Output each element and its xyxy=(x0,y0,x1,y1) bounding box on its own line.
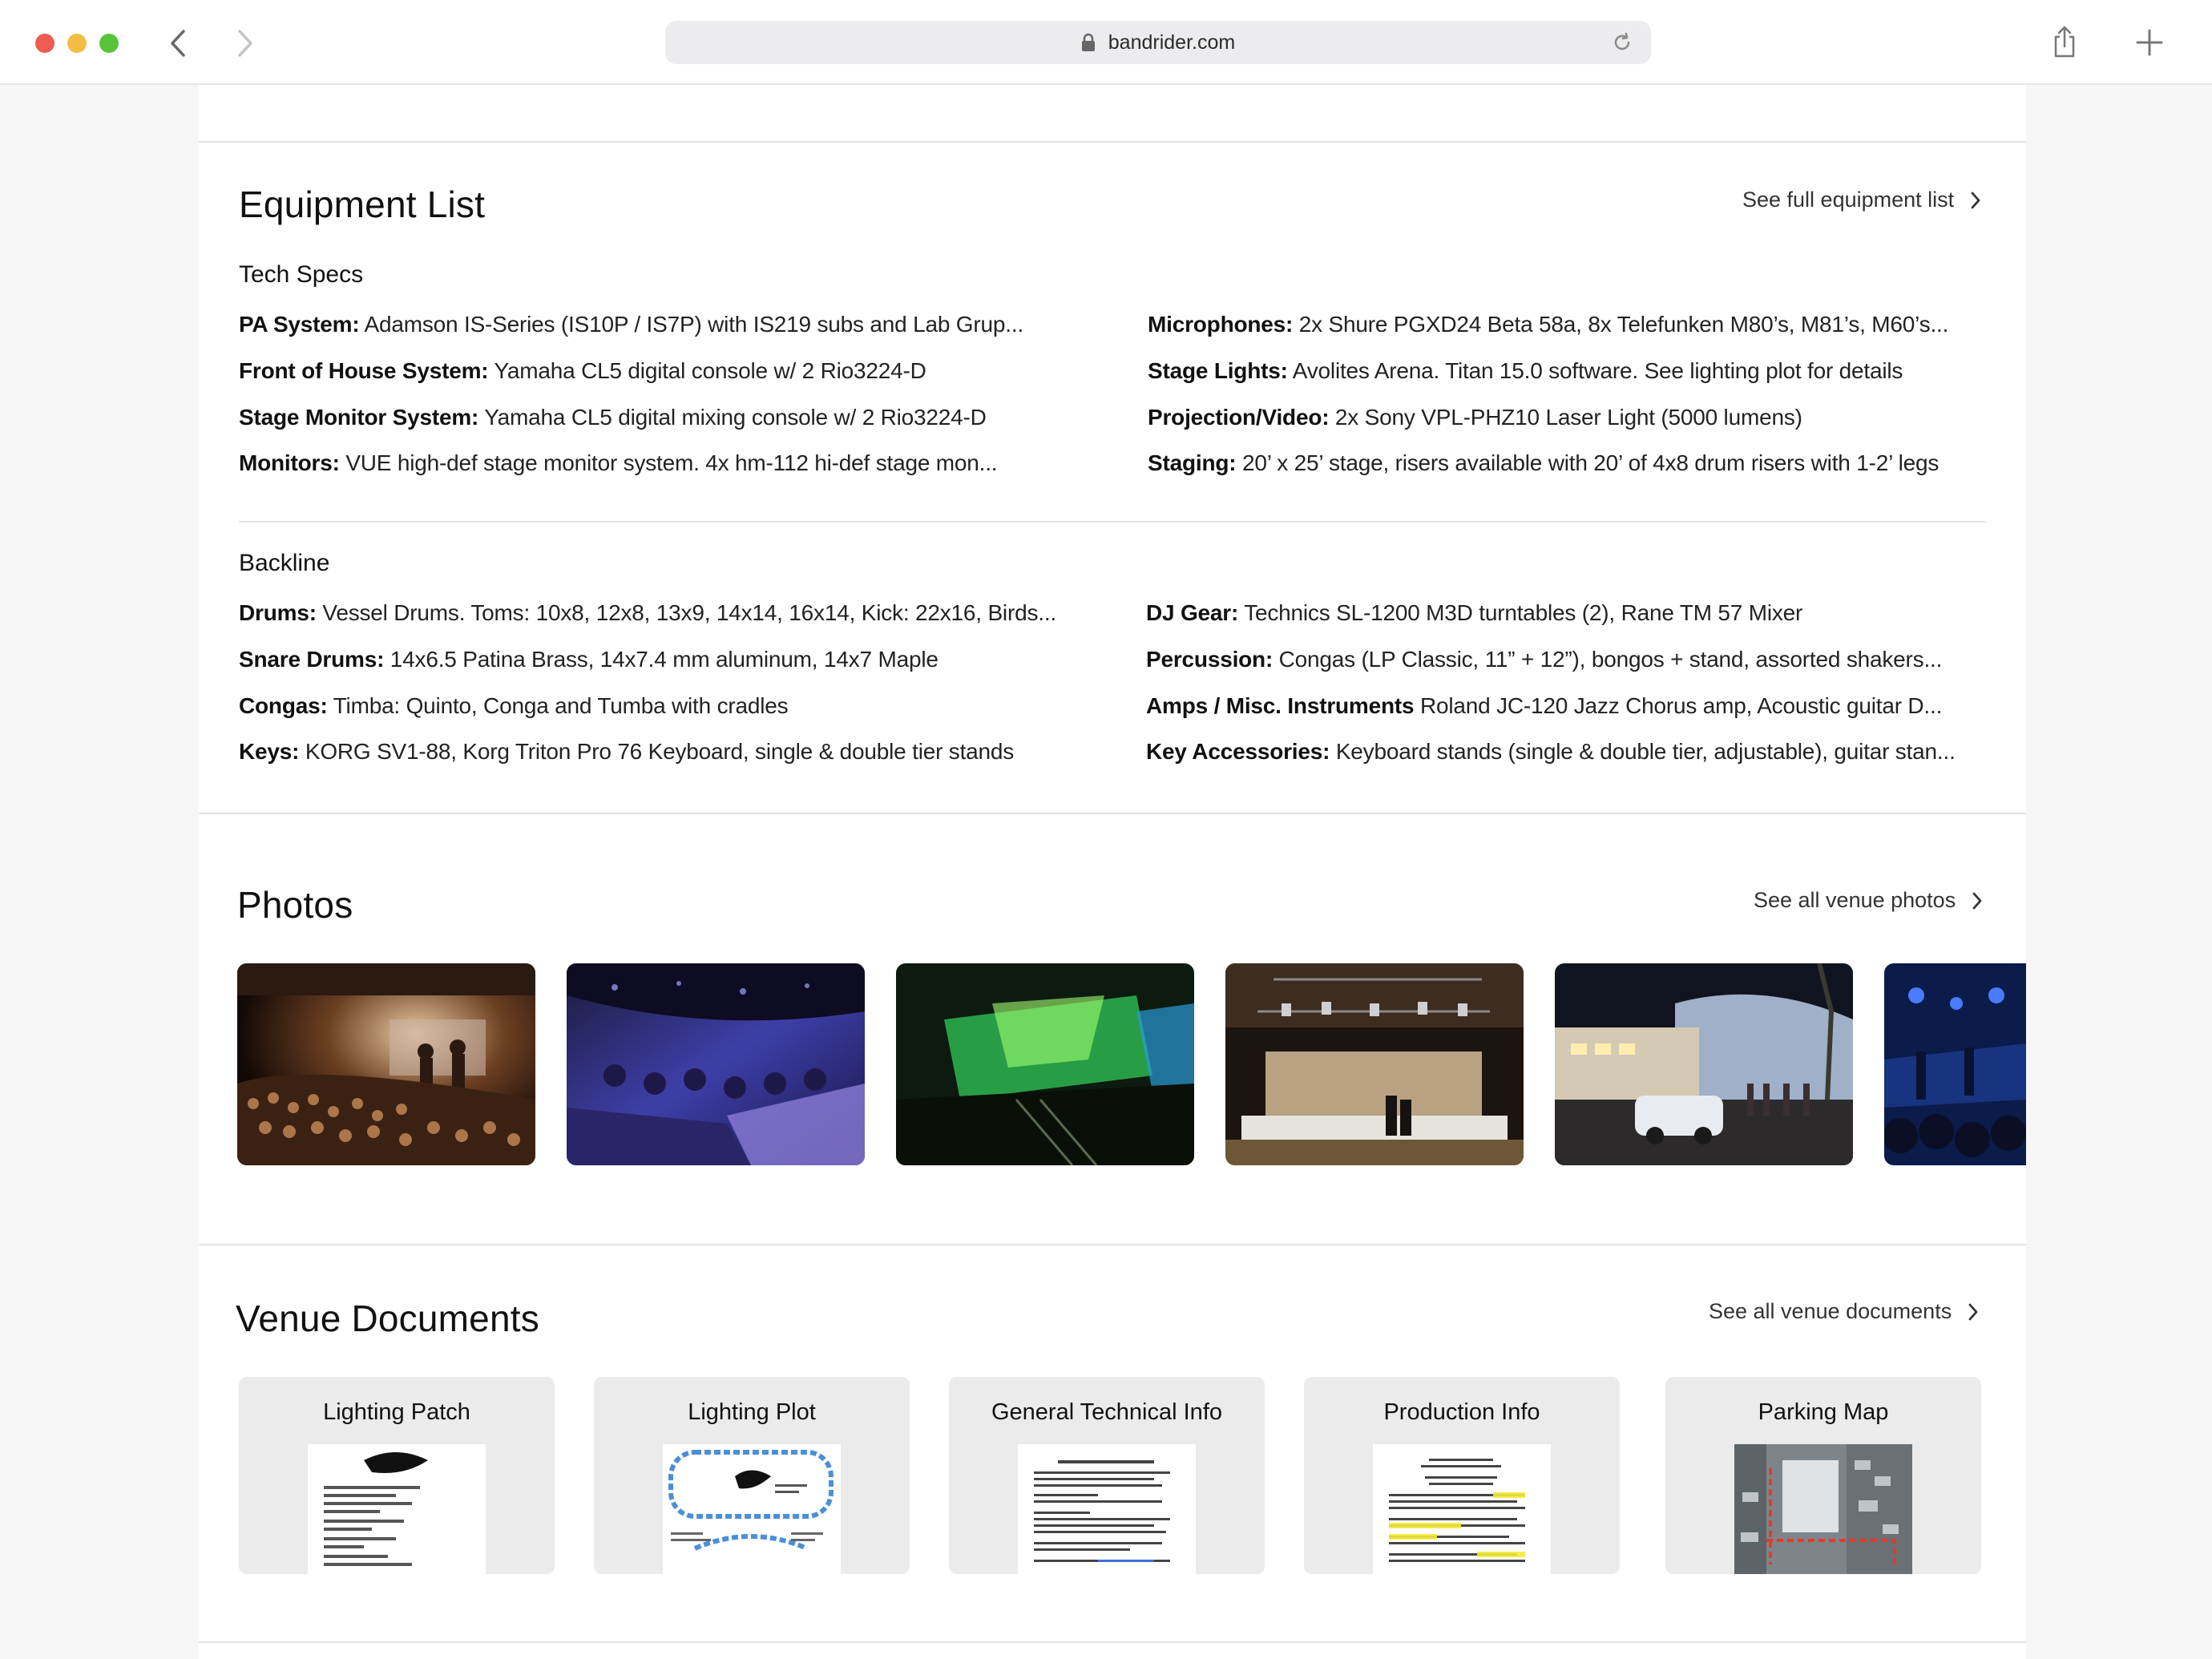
document-card-lighting-plot[interactable] xyxy=(594,1377,910,1574)
photos-title: Photos xyxy=(237,884,353,926)
spec-pa-system: PA System: Adamson IS-Series (IS10P / IS7P) with IS219 subs and Lab Grup... xyxy=(239,312,1023,337)
document-card-lighting-patch[interactable] xyxy=(239,1377,555,1574)
page-content xyxy=(199,85,2026,1659)
see-all-documents-label: See all venue documents xyxy=(1709,1299,1952,1323)
see-full-equipment-link[interactable] xyxy=(1742,188,1981,212)
backline-congas: Congas: Timba: Quinto, Conga and Tumba with cradles xyxy=(239,693,789,718)
venue-documents-title: Venue Documents xyxy=(236,1298,539,1339)
backline-key-accessories: Key Accessories: Keyboard stands (single & double tier, adjustable), guitar stan... xyxy=(1146,739,1956,764)
share-button[interactable] xyxy=(2052,24,2077,63)
backline-dj-gear: DJ Gear: Technics SL-1200 M3D turntables (2), Rane TM 57 Mixer xyxy=(1146,600,1803,625)
venue-photo-4[interactable] xyxy=(1225,963,1524,1165)
see-all-photos-label: See all venue photos xyxy=(1754,888,1956,912)
document-card-production-info[interactable] xyxy=(1304,1377,1620,1574)
close-window-button[interactable] xyxy=(35,34,54,53)
forward-button[interactable] xyxy=(226,24,264,63)
backline-keys: Keys: KORG SV1-88, Korg Triton Pro 76 Keyboard, single & double tier stands xyxy=(239,739,1015,764)
spec-microphones: Microphones: 2x Shure PGXD24 Beta 58a, 8x Telefunken M80’s, M81’s, M60’s... xyxy=(1148,312,1949,337)
chevron-right-icon xyxy=(236,29,255,58)
chevron-right-icon xyxy=(1970,191,1981,210)
zoom-window-button[interactable] xyxy=(99,34,119,53)
browser-toolbar xyxy=(0,0,2212,85)
venue-photo-3[interactable] xyxy=(896,963,1194,1165)
document-thumbnail xyxy=(1373,1444,1551,1574)
share-icon xyxy=(2052,24,2077,59)
spec-projection-video: Projection/Video: 2x Sony VPL-PHZ10 Laser Light (5000 lumens) xyxy=(1148,405,1802,430)
spec-foh-system: Front of House System: Yamaha CL5 digital console w/ 2 Rio3224-D xyxy=(239,358,926,383)
subsection-divider xyxy=(239,521,1986,523)
address-bar[interactable] xyxy=(665,21,1651,64)
document-title: Lighting Patch xyxy=(323,1399,470,1425)
venue-photo-1[interactable] xyxy=(237,963,535,1165)
plus-icon xyxy=(2133,22,2166,63)
venue-photo-5[interactable] xyxy=(1555,963,1853,1165)
backline-amps-misc: Amps / Misc. Instruments Roland JC-120 Jazz Chorus amp, Acoustic guitar D... xyxy=(1146,693,1943,718)
lock-icon xyxy=(1081,33,1096,52)
document-card-general-technical-info[interactable] xyxy=(949,1377,1265,1574)
spec-staging: Staging: 20’ x 25’ stage, risers available with 20’ of 4x8 drum risers with 1-2’ legs xyxy=(1148,450,1940,475)
new-tab-button[interactable] xyxy=(2133,22,2166,67)
document-title: Parking Map xyxy=(1758,1399,1889,1425)
document-thumbnail xyxy=(663,1444,841,1574)
spec-stage-monitor-system: Stage Monitor System: Yamaha CL5 digital mixing console w/ 2 Rio3224-D xyxy=(239,405,987,430)
spec-stage-lights: Stage Lights: Avolites Arena. Titan 15.0 software. See lighting plot for details xyxy=(1148,358,1903,383)
chevron-right-icon xyxy=(1972,891,1983,910)
backline-percussion: Percussion: Congas (LP Classic, 11” + 12”), bongos + stand, assorted shakers... xyxy=(1146,647,1943,672)
document-title: General Technical Info xyxy=(991,1399,1223,1425)
spec-monitors: Monitors: VUE high-def stage monitor system. 4x hm-112 hi-def stage mon... xyxy=(239,450,998,475)
document-card-parking-map[interactable] xyxy=(1665,1377,1981,1574)
document-thumbnail xyxy=(308,1444,486,1574)
section-divider xyxy=(199,1641,2026,1643)
document-title: Production Info xyxy=(1383,1399,1540,1425)
equipment-title: Equipment List xyxy=(239,184,486,225)
document-title: Lighting Plot xyxy=(688,1399,816,1425)
backline-drums: Drums: Vessel Drums. Toms: 10x8, 12x8, 13x9, 14x14, 16x14, Kick: 22x16, Birds... xyxy=(239,600,1056,625)
section-divider xyxy=(199,141,2026,143)
reload-icon[interactable] xyxy=(1611,30,1633,54)
document-thumbnail xyxy=(1018,1444,1196,1574)
see-all-documents-link[interactable] xyxy=(1709,1299,1979,1324)
minimize-window-button[interactable] xyxy=(67,34,87,53)
see-full-equipment-label: See full equipment list xyxy=(1742,188,1955,212)
tech-specs-title: Tech Specs xyxy=(239,261,364,288)
backline-title: Backline xyxy=(239,550,330,576)
chevron-left-icon xyxy=(168,29,188,58)
url-text: bandrider.com xyxy=(1108,30,1236,54)
chevron-right-icon xyxy=(1968,1302,1979,1322)
venue-photo-6[interactable] xyxy=(1884,963,2026,1165)
back-button[interactable] xyxy=(159,24,197,63)
venue-photo-2[interactable] xyxy=(567,963,865,1165)
section-divider xyxy=(199,813,2026,814)
see-all-photos-link[interactable] xyxy=(1754,888,1983,913)
document-thumbnail xyxy=(1734,1444,1912,1574)
section-divider xyxy=(199,1244,2026,1245)
backline-snare-drums: Snare Drums: 14x6.5 Patina Brass, 14x7.4 mm aluminum, 14x7 Maple xyxy=(239,647,938,672)
